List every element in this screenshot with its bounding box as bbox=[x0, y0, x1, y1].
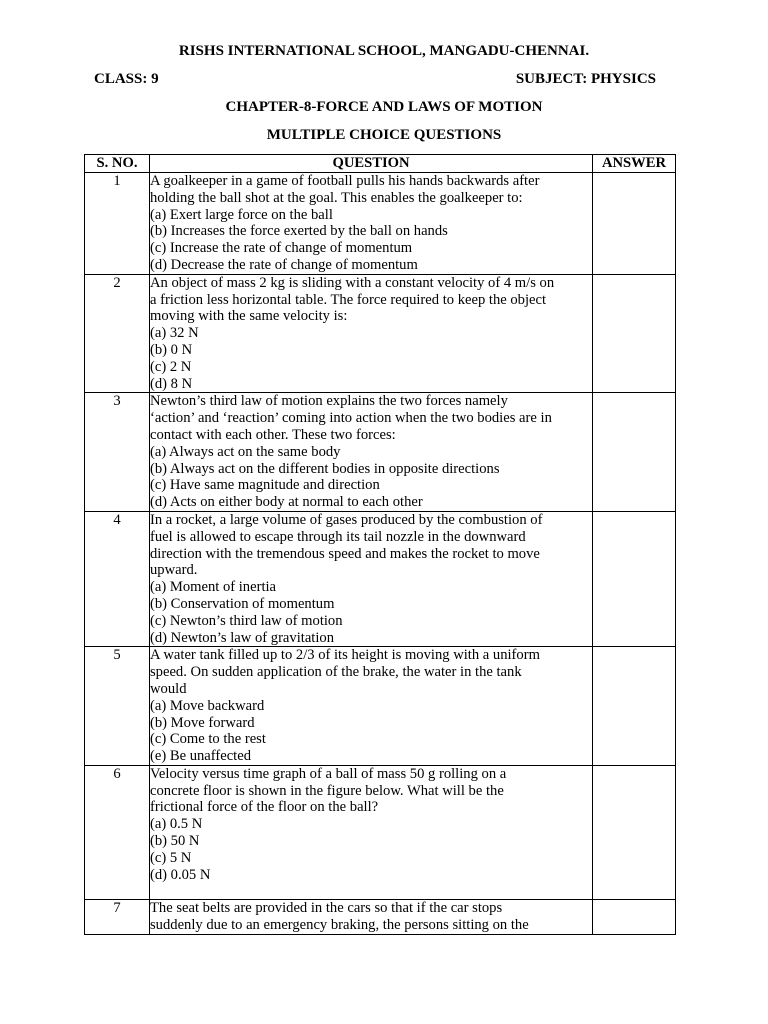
question-line: a friction less horizontal table. The force required to keep the object bbox=[150, 291, 547, 308]
column-header-answer: ANSWER bbox=[593, 155, 676, 173]
table-header-row bbox=[85, 155, 676, 173]
question-line: (d) Acts on either body at normal to each other bbox=[150, 494, 423, 511]
question-line: (c) Come to the rest bbox=[150, 731, 266, 748]
question-line: (c) Increase the rate of change of momentum bbox=[150, 240, 413, 257]
table-row bbox=[85, 173, 676, 275]
question-line: (b) Move forward bbox=[150, 714, 255, 731]
question-line: An object of mass 2 kg is sliding with a constant velocity of 4 m/s on bbox=[150, 274, 555, 291]
question-text bbox=[150, 765, 593, 900]
question-line: (b) Increases the force exerted by the ball on hands bbox=[150, 223, 448, 240]
question-line: (c) Have same magnitude and direction bbox=[150, 477, 380, 494]
column-header-question: QUESTION bbox=[150, 155, 593, 173]
question-text bbox=[150, 173, 593, 275]
question-line: (a) 32 N bbox=[150, 325, 199, 342]
question-line: frictional force of the floor on the ball? bbox=[150, 799, 379, 816]
question-number: 7 bbox=[85, 900, 150, 935]
table-row bbox=[85, 511, 676, 646]
question-line: holding the ball shot at the goal. This enables the goalkeeper to: bbox=[150, 189, 523, 206]
questions-table bbox=[84, 154, 676, 935]
question-line: (b) Conservation of momentum bbox=[150, 595, 335, 612]
question-text bbox=[150, 511, 593, 646]
chapter-title: CHAPTER-8-FORCE AND LAWS OF MOTION bbox=[225, 99, 543, 115]
question-number: 3 bbox=[85, 393, 150, 512]
question-line: concrete floor is shown in the figure below. What will be the bbox=[150, 782, 504, 799]
question-text bbox=[150, 274, 593, 393]
question-line: Velocity versus time graph of a ball of mass 50 g rolling on a bbox=[150, 765, 507, 782]
column-header-sno: S. NO. bbox=[85, 155, 150, 173]
table-row bbox=[85, 765, 676, 900]
question-line: (c) Newton’s third law of motion bbox=[150, 612, 343, 629]
question-line: (d) 8 N bbox=[150, 375, 193, 392]
question-line: (a) Move backward bbox=[150, 697, 265, 714]
question-line: (a) Moment of inertia bbox=[150, 579, 277, 596]
question-line: (a) 0.5 N bbox=[150, 816, 203, 833]
answer-cell[interactable] bbox=[593, 647, 676, 766]
question-number: 1 bbox=[85, 173, 150, 275]
answer-cell[interactable] bbox=[593, 765, 676, 900]
answer-cell[interactable] bbox=[593, 393, 676, 512]
question-line: A water tank filled up to 2/3 of its height is moving with a uniform bbox=[150, 647, 540, 664]
question-line: In a rocket, a large volume of gases produced by the combustion of bbox=[150, 511, 543, 528]
class-label: CLASS: 9 bbox=[94, 71, 159, 87]
question-line: (a) Exert large force on the ball bbox=[150, 206, 333, 223]
question-line: would bbox=[150, 680, 187, 697]
question-line: (b) Always act on the different bodies in opposite directions bbox=[150, 460, 500, 477]
question-line: Newton’s third law of motion explains the two forces namely bbox=[150, 393, 508, 410]
question-line: (d) 0.05 N bbox=[150, 866, 211, 883]
question-line: (d) Newton’s law of gravitation bbox=[150, 629, 334, 646]
question-number: 2 bbox=[85, 274, 150, 393]
question-line: (e) Be unaffected bbox=[150, 748, 252, 765]
question-line: speed. On sudden application of the brake, the water in the tank bbox=[150, 664, 522, 681]
answer-cell[interactable] bbox=[593, 900, 676, 935]
table-row bbox=[85, 647, 676, 766]
question-number: 6 bbox=[85, 765, 150, 900]
question-line: The seat belts are provided in the cars so that if the car stops bbox=[150, 900, 503, 917]
subject-label: SUBJECT: PHYSICS bbox=[515, 71, 656, 87]
question-line: (b) 0 N bbox=[150, 341, 193, 358]
question-text bbox=[150, 393, 593, 512]
question-number: 5 bbox=[85, 647, 150, 766]
question-line: (c) 5 N bbox=[150, 849, 192, 866]
figure-space bbox=[150, 883, 592, 899]
question-line: contact with each other. These two forces: bbox=[150, 426, 396, 443]
table-row bbox=[85, 900, 676, 935]
answer-cell[interactable] bbox=[593, 511, 676, 646]
question-text bbox=[150, 900, 593, 935]
question-line: (b) 50 N bbox=[150, 833, 200, 850]
question-number: 4 bbox=[85, 511, 150, 646]
table-row bbox=[85, 393, 676, 512]
question-line: A goalkeeper in a game of football pulls his hands backwards after bbox=[150, 173, 540, 189]
table-row bbox=[85, 274, 676, 393]
question-text bbox=[150, 647, 593, 766]
question-line: moving with the same velocity is: bbox=[150, 308, 348, 325]
question-line: suddenly due to an emergency braking, the persons sitting on the bbox=[150, 917, 529, 934]
question-line: (a) Always act on the same body bbox=[150, 443, 341, 460]
answer-cell[interactable] bbox=[593, 173, 676, 275]
school-name: RISHS INTERNATIONAL SCHOOL, MANGADU-CHENNAI. bbox=[178, 43, 590, 59]
question-line: ‘action’ and ‘reaction’ coming into action when the two bodies are in bbox=[150, 410, 552, 427]
question-line: upward. bbox=[150, 562, 198, 579]
question-line: (c) 2 N bbox=[150, 358, 192, 375]
question-line: fuel is allowed to escape through its tail nozzle in the downward bbox=[150, 528, 526, 545]
answer-cell[interactable] bbox=[593, 274, 676, 393]
section-title: MULTIPLE CHOICE QUESTIONS bbox=[266, 127, 502, 143]
question-line: (d) Decrease the rate of change of momentum bbox=[150, 256, 418, 273]
question-line: direction with the tremendous speed and makes the rocket to move bbox=[150, 545, 540, 562]
